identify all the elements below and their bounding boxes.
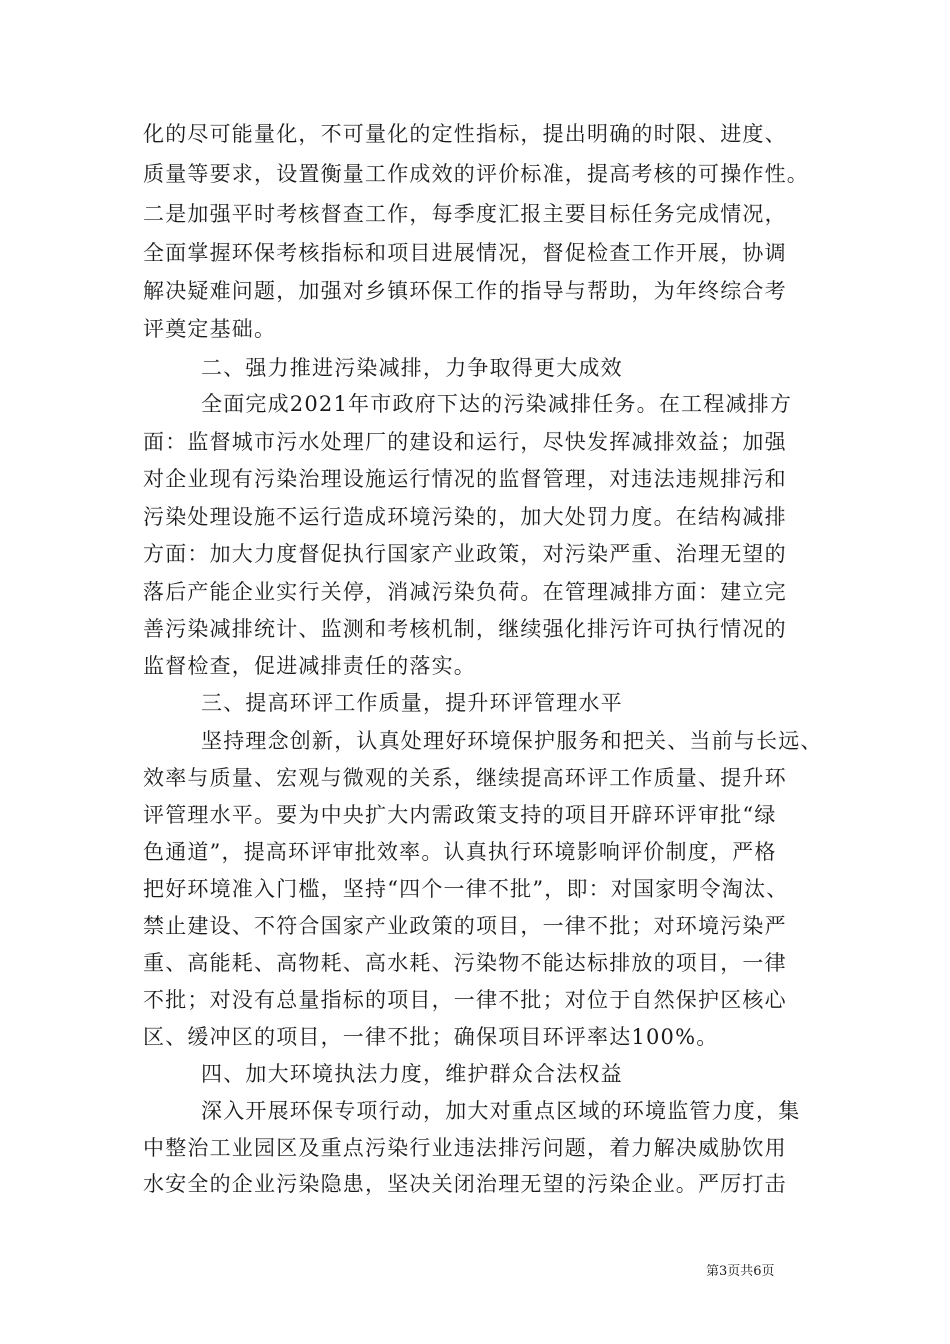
body-text-line: 不批；对没有总量指标的项目，一律不批；对位于自然保护区核心 <box>143 988 787 1012</box>
section-heading: 四、加大环境执法力度，维护群众合法权益 <box>201 1062 623 1086</box>
body-text-line: 重、高能耗、高物耗、高水耗、污染物不能达标排放的项目，一律 <box>143 951 787 975</box>
body-text-line: 评奠定基础。 <box>143 317 277 341</box>
body-text-line: 对企业现有污染治理设施运行情况的监督管理，对违法违规排污和 <box>143 467 787 491</box>
body-text-line: 色通道”，提高环评审批效率。认真执行环境影响评价制度，严格 <box>143 840 777 864</box>
body-text-line: 方面：加大力度督促执行国家产业政策，对污染严重、治理无望的 <box>143 542 787 566</box>
body-text-line: 解决疑难问题，加强对乡镇环保工作的指导与帮助，为年终综合考 <box>143 279 787 303</box>
body-text-line: 化的尽可能量化，不可量化的定性指标，提出明确的时限、进度、 <box>143 122 787 146</box>
body-text-line: 禁止建设、不符合国家产业政策的项目，一律不批；对环境污染严 <box>143 914 787 938</box>
body-text-line: 质量等要求，设置衡量工作成效的评价标准，提高考核的可操作性。 <box>143 162 809 186</box>
body-text-line: 监督检查，促进减排责任的落实。 <box>143 654 476 678</box>
section-heading: 二、强力推进污染减排，力争取得更大成效 <box>201 356 623 380</box>
page-number-footer: 第3页共6页 <box>706 1264 775 1279</box>
body-text-line: 善污染减排统计、监测和考核机制，继续强化排污许可执行情况的 <box>143 617 787 641</box>
body-text-line: 中整治工业园区及重点污染行业违法排污问题，着力解决威胁饮用 <box>143 1136 787 1160</box>
body-text-line: 把好环境准入门槛，坚持“四个一律不批”，即：对国家明令淘汰、 <box>143 877 789 901</box>
body-text-line: 污染处理设施不运行造成环境污染的，加大处罚力度。在结构减排 <box>143 505 787 529</box>
body-text-line: 深入开展环保专项行动，加大对重点区域的环境监管力度，集 <box>201 1099 801 1123</box>
section-heading: 三、提高环评工作质量，提升环评管理水平 <box>201 691 623 715</box>
body-text-line: 坚持理念创新，认真处理好环境保护服务和把关、当前与长远、 <box>201 729 823 753</box>
body-text-line: 效率与质量、宏观与微观的关系，继续提高环评工作质量、提升环 <box>143 766 787 790</box>
body-text-line: 全面掌握环保考核指标和项目进展情况，督促检查工作开展，协调 <box>143 241 787 265</box>
body-text-line: 面：监督城市污水处理厂的建设和运行，尽快发挥减排效益；加强 <box>143 430 787 454</box>
body-text-line: 水安全的企业污染隐患，坚决关闭治理无望的污染企业。严厉打击 <box>143 1172 787 1196</box>
body-text-line: 落后产能企业实行关停，消减污染负荷。在管理减排方面：建立完 <box>143 580 787 604</box>
body-text-line: 评管理水平。要为中央扩大内需政策支持的项目开辟环评审批“绿 <box>143 803 777 827</box>
body-text-line: 全面完成2021年市政府下达的污染减排任务。在工程减排方 <box>201 392 793 416</box>
body-text-line: 二是加强平时考核督查工作，每季度汇报主要目标任务完成情况， <box>143 202 787 226</box>
body-text-line: 区、缓冲区的项目，一律不批；确保项目环评率达100%。 <box>143 1025 719 1049</box>
